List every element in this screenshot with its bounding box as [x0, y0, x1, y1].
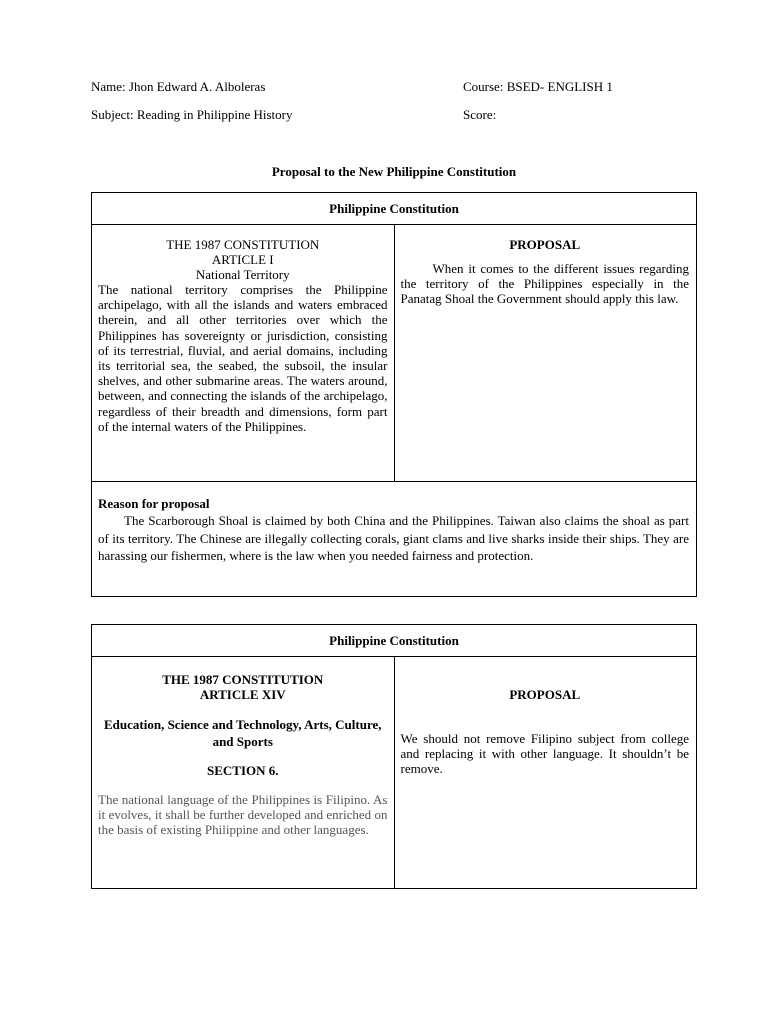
table-1-proposal-text: When it comes to the different issues regarding the territory of the Philippines especially in the Panatag Shoal the Government should apply this law. [400, 261, 689, 307]
table-2-proposal-cell [394, 657, 697, 889]
constitution-table-2 [91, 624, 697, 889]
table-1-article-cell [92, 225, 395, 482]
document-title: Proposal to the New Philippine Constitution [271, 164, 517, 179]
table-2-article-text: The national language of the Philippines is Filipino. As it evolves, it shall be further developed and enriched on the basis of existing Philippine and other languages. [98, 792, 388, 838]
table-2-heading-article: ARTICLE XIV [199, 687, 286, 702]
table-1-band-title: Philippine Constitution [92, 193, 697, 225]
table-2-section: SECTION 6. [206, 763, 279, 778]
reason-heading: Reason for proposal [98, 496, 210, 511]
table-2-article-cell [92, 657, 395, 889]
table-2-proposal-heading: PROPOSAL [509, 687, 581, 702]
table-1-proposal-cell [394, 225, 697, 482]
subject: Subject: Reading in Philippine History [91, 107, 293, 122]
reason-text: The Scarborough Shoal is claimed by both China and the Philippines. Taiwan also claims the shoal as part of its territory. The Chinese are illegally collecting corals, giant clams and live sharks inside their ships. They are harassing our fishermen, where is the law when you needed fairness and protection. [98, 513, 689, 563]
table-1-heading-topic: National Territory [195, 267, 290, 282]
table-2-heading-constitution: THE 1987 CONSTITUTION [162, 672, 324, 687]
table-2-band-title: Philippine Constitution [92, 625, 697, 657]
course: Course: BSED- ENGLISH 1 [463, 79, 613, 94]
student-name: Name: Jhon Edward A. Alboleras [91, 79, 266, 94]
table-1-proposal-heading: PROPOSAL [509, 237, 581, 252]
table-2-proposal-text: We should not remove Filipino subject from college and replacing it with other language. It shouldn’t be remove. [400, 731, 689, 777]
score: Score: [463, 107, 497, 122]
constitution-table-1 [91, 192, 697, 597]
table-1-heading-article: ARTICLE I [211, 252, 274, 267]
table-1-heading-constitution: THE 1987 CONSTITUTION [166, 237, 320, 252]
table-2-heading-topic: Education, Science and Technology, Arts, Culture, and Sports [104, 717, 382, 749]
table-1-article-text: The national territory comprises the Philippine archipelago, with all the islands and waters embraced therein, and all other territories over which the Philippines has sovereignty or jurisdiction, consisting of its terrestrial, fluvial, and aerial domains, including its territorial sea, the seabed, the subsoil, the insular shelves, and other submarine areas. The waters around, between, and connecting the islands of the archipelago, regardless of their breadth and dimensions, form part of the internal waters of the Philippines. [98, 282, 388, 434]
table-1-reason-cell [92, 482, 697, 597]
